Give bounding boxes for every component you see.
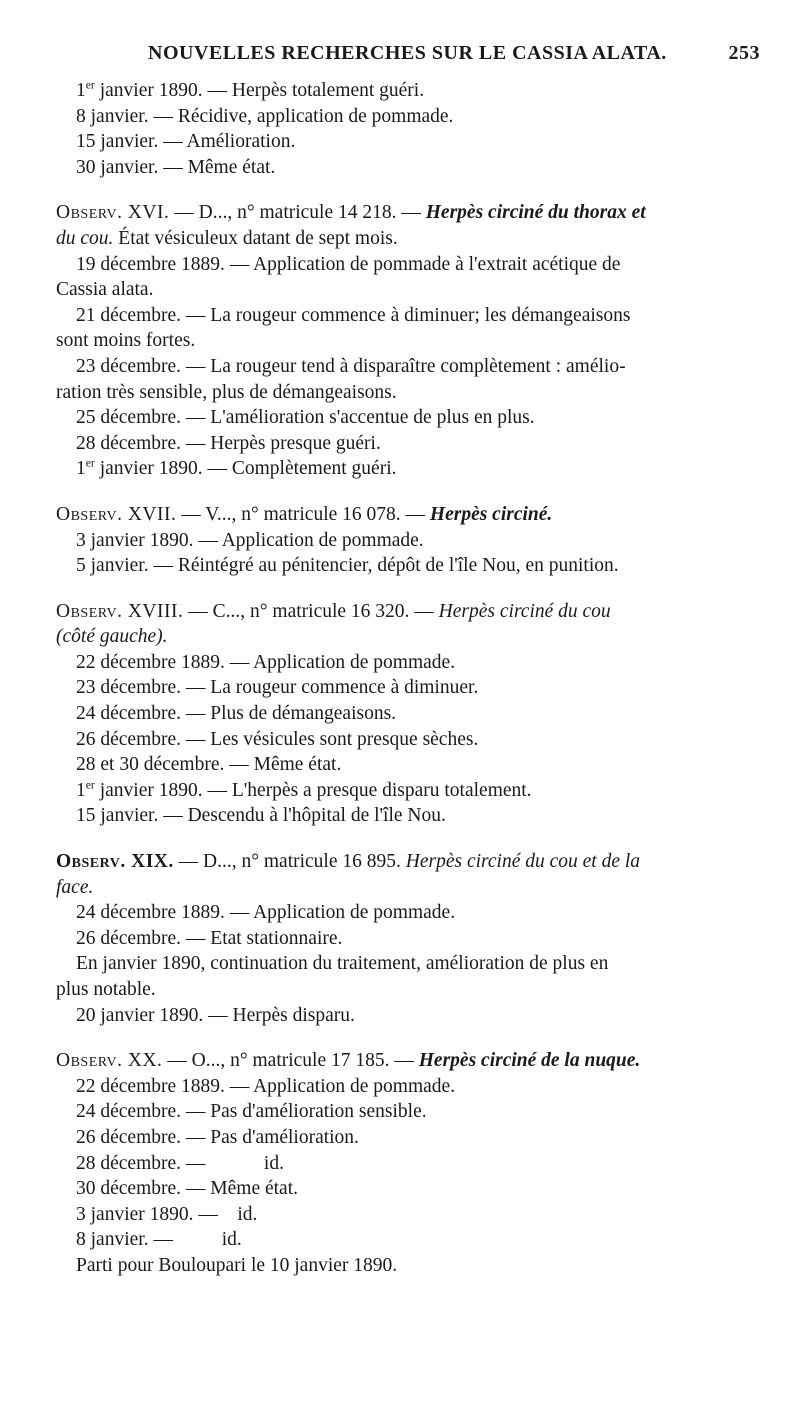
observation-16: Observ. XVI. — D..., n° matricule 14 218. — Herpès circiné du thorax et du cou. État vésiculeux datant de sept mois. 19 décembre 1889. — Application de pommade à l'extrait acétique de Cassia alata. 21 décembre. — La rougeur commence à diminuer; les démangeaisons sont moins fortes. 23 décembre. — La rougeur tend à disparaître complètement : amélio- ration très sensible, plus de démangeaisons. 25 décembre. — L'amélioration s'accentue de plus en plus. 28 décembre. — Herpès presque guéri. 1er janvier 1890. — Complètement guéri. — [56, 200, 746, 482]
observation-19: Observ. XIX. — D..., n° matricule 16 895. Herpès circiné du cou et de la face. 24 décembre 1889. — Application de pommade. 26 décembre. — Etat stationnaire. En janvier 1890, continuation du traitement, amélioration de plus en plus notable. 20 janvier 1890. — Herpès disparu. — [56, 849, 746, 1028]
observation-heading: Observ. XVI. — D..., n° matricule 14 218. — Herpès circiné du thorax et — [56, 202, 646, 224]
observation-heading: Observ. XVII. — V..., n° matricule 16 078. — Herpès circiné. — [56, 503, 553, 525]
running-title: NOUVELLES RECHERCHES SUR LE CASSIA ALATA. — [148, 42, 667, 64]
observation-heading: Observ. XX. — O..., n° matricule 17 185. — Herpès circiné de la nuque. — [56, 1050, 641, 1072]
observation-heading: Observ. XVIII. — C..., n° matricule 16 320. — Herpès circiné du cou — [56, 600, 611, 622]
running-header — [148, 42, 760, 65]
entry-line: 15 janvier. — Amélioration. — [76, 131, 296, 153]
observation-18: Observ. XVIII. — C..., n° matricule 16 320. — Herpès circiné du cou (côté gauche). 22 décembre 1889. — Application de pommade. 23 décembre. — La rougeur commence à diminuer. 24 décembre. — Plus de démangeaisons. 26 décembre. — Les vésicules sont presque sèches. 28 et 30 décembre. — Même état. 1er janvier 1890. — L'herpès a presque disparu totalement. 15 janvier. — Descendu à l'hôpital de l'île Nou. — [56, 599, 746, 829]
entry-line: 30 janvier. — Même état. — [76, 156, 276, 178]
page-number: 253 — [728, 42, 760, 64]
observation-heading: Observ. XIX. — D..., n° matricule 16 895. Herpès circiné du cou et de la — [56, 851, 641, 873]
observation-20: Observ. XX. — O..., n° matricule 17 185. — Herpès circiné de la nuque. 22 décembre 1889. — Application de pommade. 24 décembre. — Pas d'amélioration sensible. 26 décembre. — Pas d'amélioration. 28 décembre. — id. 30 décembre. — Même état. 3 janvier 1890. — id. 8 janvier. — id. Parti pour Bouloupari le 10 janvier 1890. — [56, 1048, 746, 1278]
body-text — [56, 78, 746, 1279]
entry-line: 1er janvier 1890. — Herpès totalement guéri. — [76, 78, 425, 101]
entry-line: 8 janvier. — Récidive, application de pommade. — [76, 105, 454, 127]
observation-17: Observ. XVII. — V..., n° matricule 16 078. — Herpès circiné. 3 janvier 1890. — Application de pommade. 5 janvier. — Réintégré au pénitencier, dépôt de l'île Nou, en punition. — [56, 502, 746, 579]
